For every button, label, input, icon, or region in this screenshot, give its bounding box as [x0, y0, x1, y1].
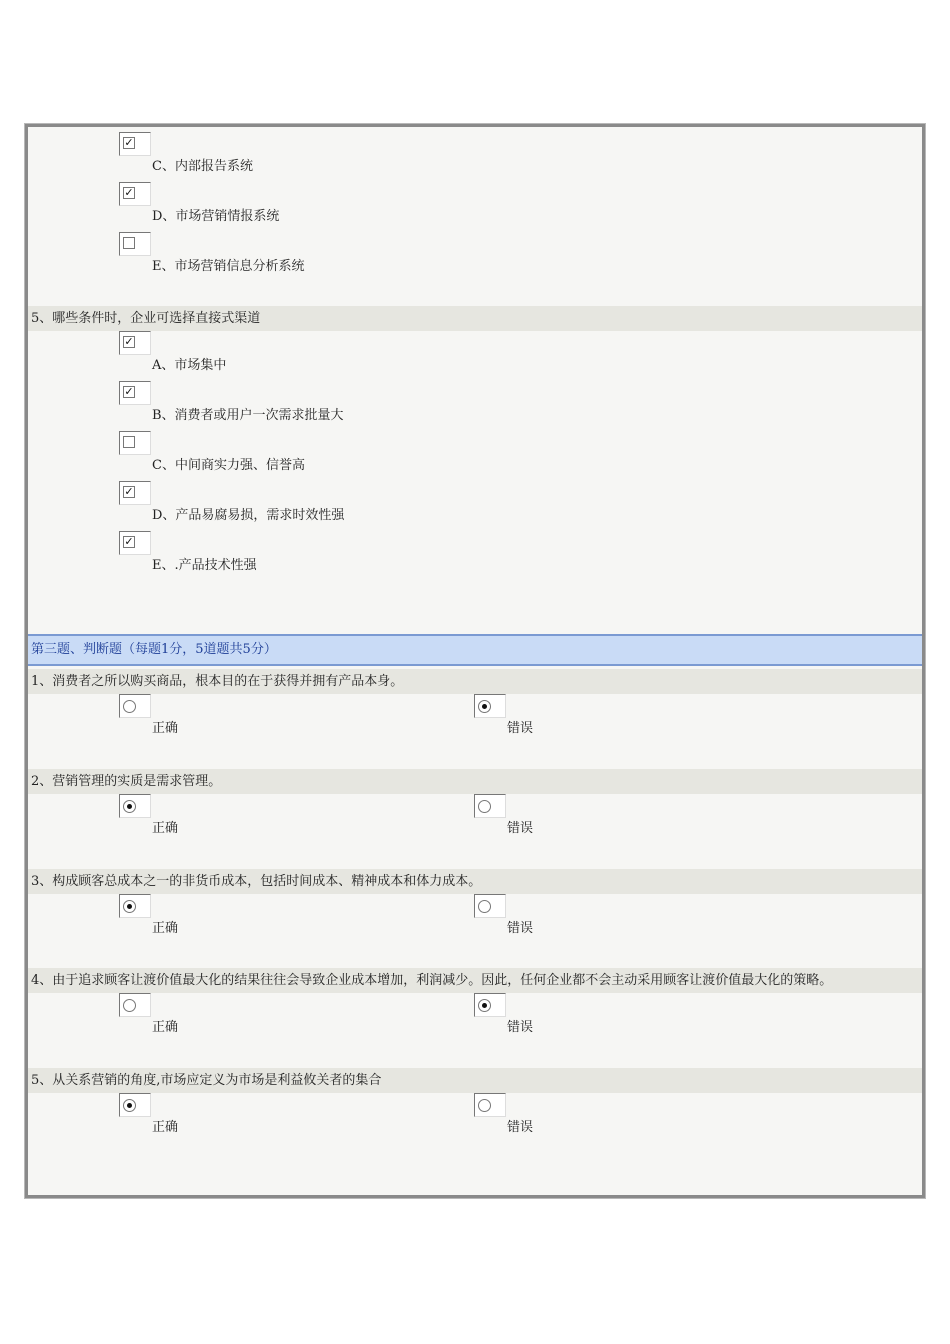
radio-frame[interactable]: [119, 794, 151, 818]
option-label: D、市场营销情报系统: [152, 209, 280, 224]
section-title: 第三题、判断题（每题1分，5道题共5分）: [28, 634, 922, 666]
false-label: 错误: [507, 1120, 534, 1135]
checkbox-frame[interactable]: [119, 232, 151, 256]
checkbox[interactable]: ✓: [124, 535, 134, 548]
checkbox-frame[interactable]: [119, 431, 151, 455]
option-label: A、市场集中: [152, 358, 227, 373]
true-label: 正确: [152, 721, 179, 736]
radio-button[interactable]: [123, 700, 136, 713]
radio-button[interactable]: [478, 900, 491, 913]
checkbox-frame[interactable]: [119, 331, 151, 355]
radio-dot: [482, 1003, 487, 1008]
true-label: 正确: [152, 821, 179, 836]
radio-frame[interactable]: [474, 993, 506, 1017]
radio-dot: [127, 904, 132, 909]
option-label: E、市场营销信息分析系统: [152, 259, 305, 274]
false-label: 错误: [507, 921, 534, 936]
checkbox-frame[interactable]: [119, 182, 151, 206]
radio-button[interactable]: [123, 1099, 136, 1112]
checkbox-frame[interactable]: [119, 381, 151, 405]
option-label: C、中间商实力强、信誉高: [152, 458, 305, 473]
question-text: 3、构成顾客总成本之一的非货币成本，包括时间成本、精神成本和体力成本。: [28, 869, 922, 894]
question-text: 5、哪些条件时，企业可选择直接式渠道: [28, 306, 922, 331]
true-label: 正确: [152, 1020, 179, 1035]
option-label: D、产品易腐易损，需求时效性强: [152, 508, 345, 523]
radio-frame[interactable]: [119, 694, 151, 718]
question-text: 1、消费者之所以购买商品，根本目的在于获得并拥有产品本身。: [28, 669, 922, 694]
radio-button[interactable]: [123, 900, 136, 913]
radio-dot: [127, 1103, 132, 1108]
radio-button[interactable]: [478, 1099, 491, 1112]
false-label: 错误: [507, 821, 534, 836]
radio-frame[interactable]: [119, 894, 151, 918]
true-label: 正确: [152, 921, 179, 936]
checkbox-frame[interactable]: [119, 132, 151, 156]
radio-button[interactable]: [123, 999, 136, 1012]
checkbox[interactable]: ✓: [124, 385, 134, 398]
option-label: C、内部报告系统: [152, 159, 253, 174]
radio-frame[interactable]: [474, 794, 506, 818]
false-label: 错误: [507, 1020, 534, 1035]
quiz-frame: [25, 124, 925, 1198]
false-label: 错误: [507, 721, 534, 736]
radio-button[interactable]: [123, 800, 136, 813]
checkbox[interactable]: [123, 436, 135, 448]
radio-frame[interactable]: [474, 1093, 506, 1117]
checkbox[interactable]: ✓: [124, 186, 134, 199]
true-label: 正确: [152, 1120, 179, 1135]
radio-button[interactable]: [478, 700, 491, 713]
radio-frame[interactable]: [119, 1093, 151, 1117]
question-text: 2、营销管理的实质是需求管理。: [28, 769, 922, 794]
checkbox-frame[interactable]: [119, 481, 151, 505]
radio-frame[interactable]: [474, 694, 506, 718]
checkbox[interactable]: ✓: [124, 335, 134, 348]
checkbox[interactable]: ✓: [124, 136, 134, 149]
radio-frame[interactable]: [119, 993, 151, 1017]
checkbox[interactable]: [123, 237, 135, 249]
radio-button[interactable]: [478, 999, 491, 1012]
option-label: B、消费者或用户一次需求批量大: [152, 408, 344, 423]
option-label: E、.产品技术性强: [152, 558, 257, 573]
checkbox-frame[interactable]: [119, 531, 151, 555]
radio-dot: [482, 704, 487, 709]
radio-dot: [127, 804, 132, 809]
question-text: 5、从关系营销的角度,市场应定义为市场是利益攸关者的集合: [28, 1068, 922, 1093]
radio-frame[interactable]: [474, 894, 506, 918]
checkbox[interactable]: ✓: [124, 485, 134, 498]
question-text: 4、由于追求顾客让渡价值最大化的结果往往会导致企业成本增加，利润减少。因此，任何企业都不会主动采用顾客让渡价值最大化的策略。: [28, 968, 922, 993]
radio-button[interactable]: [478, 800, 491, 813]
